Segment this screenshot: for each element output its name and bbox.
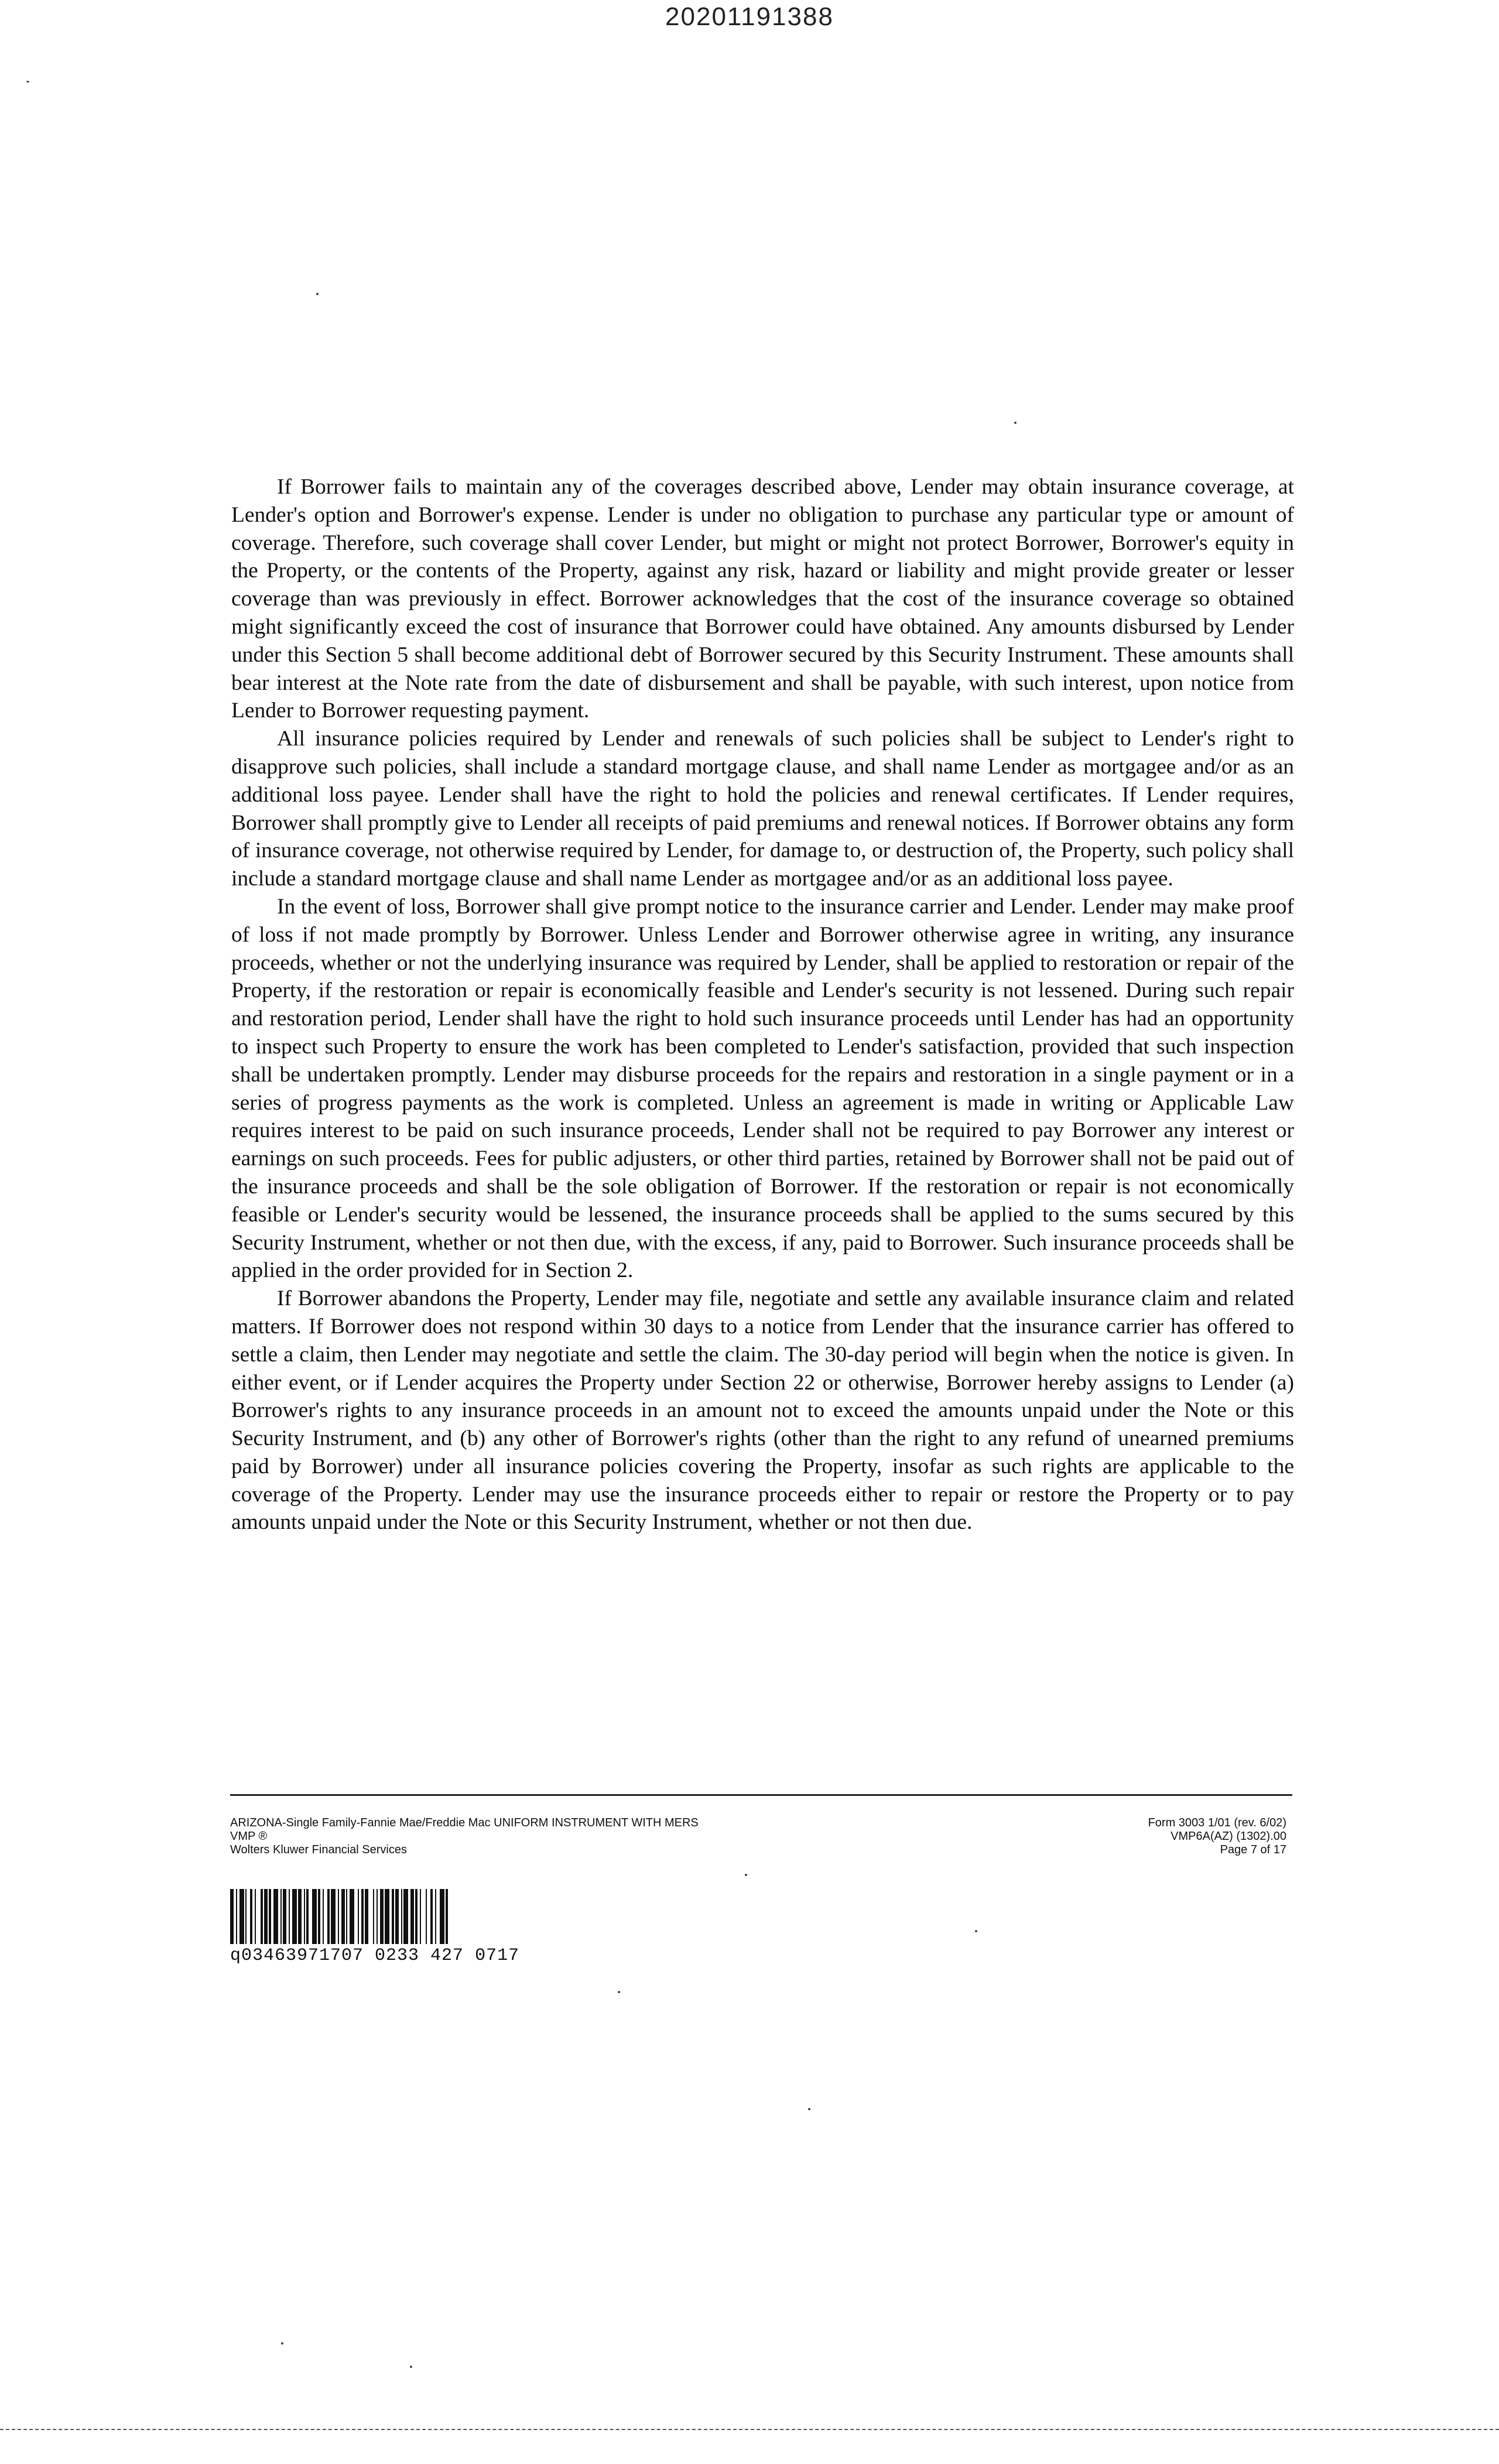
scan-speck xyxy=(410,2366,412,2368)
paragraph: All insurance policies required by Lender and renewals of such policies shall be subject to Lender's right to disapprove such policies, shall include a standard mortgage clause, and shall name Lender as mortgagee and/or as an additional loss payee. Lender shall have the right to hold the policies and renewal certificates. If Lender requires, Borrower shall promptly give to Lender all receipts of paid premiums and renewal notices. If Borrower obtains any form of insurance coverage, not otherwise required by Lender, for damage to, or destruction of, the Property, such policy shall include a standard mortgage clause and shall name Lender as mortgagee and/or as an additional loss payee. xyxy=(231,727,1294,891)
page-number: Page 7 of 17 xyxy=(1220,1843,1286,1856)
paragraph: In the event of loss, Borrower shall give prompt notice to the insurance carrier and Lender. Lender may make proof of loss if not made promptly by Borrower. Unless Lender and Borrower otherwise agree in writing, any insurance proceeds, whether or not the underlying insurance was required by Lender, shall be applied to restoration or repair of the Property, if the restoration or repair is economically feasible and Lender's security is not lessened. During such repair and restoration period, Lender shall have the right to hold such insurance proceeds until Lender has had an opportunity to inspect such Property to ensure the work has been completed to Lender's satisfaction, provided that such inspection shall be undertaken promptly. Lender may disburse proceeds for the repairs and restoration in a single payment or in a series of progress payments as the work is completed. Unless an agreement is made in writing or Applicable Law requires interest to be paid on such insurance proceeds, Lender shall not be required to pay Borrower any interest or earnings on such proceeds. Fees for public adjusters, or other third parties, retained by Borrower shall not be paid out of the insurance proceeds and shall be the sole obligation of Borrower. If the restoration or repair is not economically feasible or Lender's security would be lessened, the insurance proceeds shall be applied to the sums secured by this Security Instrument, whether or not then due, with the excess, if any, paid to Borrower. Such insurance proceeds shall be applied in the order provided for in Section 2. xyxy=(231,894,1294,1283)
scan-speck xyxy=(975,1930,977,1932)
footer-form-info xyxy=(230,1816,933,1857)
barcode-number: q03463971707 0233 427 0717 xyxy=(230,1946,520,1966)
bottom-scan-edge xyxy=(0,2429,1499,2430)
paragraph: If Borrower fails to maintain any of the coverages described above, Lender may obtain insurance coverage, at Lender's option and Borrower's expense. Lender is under no obligation to purchase any particular type or amount of coverage. Therefore, such coverage shall cover Lender, but might or might not protect Borrower, Borrower's equity in the Property, or the contents of the Property, against any risk, hazard or liability and might provide greater or lesser coverage than was previously in effect. Borrower acknowledges that the cost of the insurance coverage so obtained might significantly exceed the cost of insurance that Borrower could have obtained. Any amounts disbursed by Lender under this Section 5 shall become additional debt of Borrower secured by this Security Instrument. These amounts shall bear interest at the Note rate from the date of disbursement and shall be payable, with such interest, upon notice from Lender to Borrower requesting payment. xyxy=(231,475,1294,723)
scan-speck xyxy=(316,293,319,295)
scan-speck xyxy=(618,1991,620,1993)
scan-speck xyxy=(745,1874,747,1876)
document-number: 20201191388 xyxy=(665,2,834,31)
scan-speck xyxy=(26,81,29,83)
scan-speck xyxy=(281,2342,283,2345)
form-number: Form 3003 1/01 (rev. 6/02) xyxy=(1148,1816,1286,1829)
barcode-block xyxy=(230,1889,652,1965)
footer-form-numbers xyxy=(994,1816,1286,1857)
barcode-image xyxy=(230,1889,646,1944)
form-code: VMP6A(AZ) (1302).00 xyxy=(1171,1830,1286,1843)
footer-divider xyxy=(230,1794,1292,1796)
scan-speck xyxy=(1014,422,1017,424)
paragraph: If Borrower abandons the Property, Lender may file, negotiate and settle any available insurance claim and related matters. If Borrower does not respond within 30 days to a notice from Lender that the insurance carrier has offered to settle a claim, then Lender may negotiate and settle the claim. The 30-day period will begin when the notice is given. In either event, or if Lender acquires the Property under Section 22 or otherwise, Borrower hereby assigns to Lender (a) Borrower's rights to any insurance proceeds in an amount not to exceed the amounts unpaid under the Note or this Security Instrument, and (b) any other of Borrower's rights (other than the right to any refund of unearned premiums paid by Borrower) under all insurance policies covering the Property, insofar as such rights are applicable to the coverage of the Property. Lender may use the insurance proceeds either to repair or restore the Property or to pay amounts unpaid under the Note or this Security Instrument, whether or not then due. xyxy=(231,1286,1294,1535)
vmp-mark: VMP ® xyxy=(230,1830,268,1843)
document-body xyxy=(231,473,1294,1536)
publisher-name: Wolters Kluwer Financial Services xyxy=(230,1843,407,1856)
scan-speck xyxy=(808,2108,810,2110)
form-title: ARIZONA-Single Family-Fannie Mae/Freddie Mac UNIFORM INSTRUMENT WITH MERS xyxy=(230,1816,699,1829)
